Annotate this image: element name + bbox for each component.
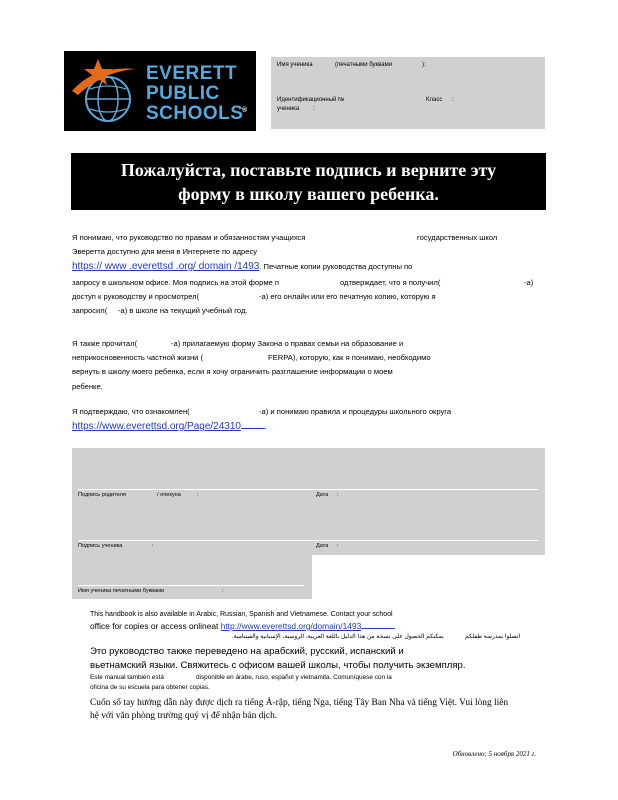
parent-colon: : [197,492,199,498]
logo-line-everett: EVERETT [146,63,238,84]
student-info-box [271,57,545,129]
spanish-note-line1b: disponible en árabe, ruso, español y vietnamita. Comuníquese con la [196,674,392,681]
handbook-link[interactable]: https:// www .everettsd .org/ domain /1493 [72,261,260,272]
student-signature-colon: : [152,543,154,549]
para1-text-a: Я понимаю, что руководство по правам и обязанностям учащихся [72,233,306,242]
logo-line-public: PUBLIC [146,83,220,104]
spanish-note-line1a: Este manual también está [90,674,164,681]
para3-line1b: -а) и понимаю правила и процедуры школьного округа [259,407,452,416]
student-date-colon: : [337,543,339,549]
arabic-note-a: يمكنكم الحصول على نسخة من هذا الدليل باللغة العربية، الروسية، الإسبانية والفيتنامية. [232,634,444,640]
banner-line-2: форму в школу вашего ребенка. [178,184,439,204]
para1-line6b: -а) в школе на текущий учебный год. [118,306,248,315]
para2-line2: неприкосновенность частной жизни ( [72,353,204,362]
para2-line4: ребенке. [72,382,103,391]
student-id-label: Идентификационный № [277,97,345,103]
signature-box [72,448,545,555]
parent-date-label: Дата [316,492,329,498]
student-signature-label: Подпись ученика [78,543,123,549]
guardian-label: / опекуна [157,492,181,498]
vietnamese-note-line1: Cuốn sổ tay hướng dẫn này được dịch ra tiếng Ả-rập, tiếng Nga, tiếng Tây Ban Nha và tiếng Việt. Vui lòng liên [90,698,509,708]
student-id-label-2: ученика [277,106,300,112]
banner-line-1: Пожалуйста, поставьте подпись и верните эту [120,160,497,180]
para1-line4b: одтверждает, что я получил( [340,278,441,287]
para2-line2b: FERPA), которую, как я понимаю, необходимо [268,353,431,362]
para3-line2 [72,419,267,434]
para1-line1 [72,231,305,245]
student-date-label: Дата [316,543,329,549]
para3-line1: Я подтверждаю, что ознакомлен( [72,407,190,416]
para2-line1: Я также прочитал( [72,339,138,348]
student-signature-line[interactable] [78,540,538,541]
printed-name-line[interactable] [78,585,304,586]
printed-name-box [72,555,312,599]
printed-name-label: Имя ученика печатными буквами [78,588,165,594]
para1-line6: запросил( [72,306,108,315]
english-note-link[interactable]: http://www.everettsd.org/domain/1493 [220,621,362,631]
grade-label: Класс [426,97,443,103]
arabic-note-b: اتصلوا بمدرسة طفلكم [465,634,521,640]
spanish-note-line2: oficina de su escuela para obtener copias. [90,684,210,691]
registered-mark: ® [242,107,248,114]
para2-line3: вернуть в школу моего ребенка, если я хочу ограничить разглашение информации о моем [72,367,393,376]
para3-end: . [265,422,268,431]
policies-link[interactable]: https://www.everettsd.org/Page/24310 [72,421,241,432]
parent-signature-line[interactable] [78,489,538,490]
printed-name-colon: : [222,588,224,594]
russian-note-line2: вьетнамский языки. Свяжитесь с офисом вашей школы, чтобы получить экземпляр. [90,660,466,671]
para1-line4c: -а) [524,278,534,287]
logo-line-schools: SCHOOLS [146,103,244,124]
para1-line5: доступ к руководству и просмотрел( [72,292,200,301]
grade-colon[interactable]: : [452,97,454,103]
print-letters-label: (печатными буквами [335,62,393,68]
russian-note-line1: Это руководство также переведено на арабский, русский, испанский и [90,646,404,657]
globe-swoosh-icon [64,51,144,131]
parent-date-colon: : [337,492,339,498]
vietnamese-note-line2: hệ với văn phòng trường quý vị để nhận bản dịch. [90,711,278,721]
parent-signature-label: Подпись родителя [78,492,126,498]
student-name-colon[interactable]: ): [422,62,426,68]
para1-line3 [72,260,412,274]
english-note-text: office for copies or access onlineat [90,621,219,631]
updated-date: Обновлено: 5 ноября 2021 г. [452,750,536,758]
para1-line4: запросу в школьном офисе. Моя подпись на этой форме п [72,278,279,287]
para1-line2: Эверетта доступно для меня в Интернете по адресу [72,247,258,256]
english-note-line2 [90,620,395,631]
para1-line1b: государственных школ [417,233,498,242]
student-name-label: Имя ученика [277,62,313,68]
student-id-colon[interactable]: : [313,106,315,112]
english-note-line1: This handbook is also available in Arabic, Russian, Spanish and Vietnamese. Contact your school [90,611,393,618]
para1-line3-text: . Печатные копии руководства доступны по [259,262,413,271]
para2-line1b: -а) прилагаемую форму Закона о правах семьи на образование и [171,339,404,348]
everett-public-schools-logo [64,51,256,131]
return-form-banner [71,153,546,210]
para1-line5b: -а) его онлайн или его печатную копию, которую я [259,292,436,301]
